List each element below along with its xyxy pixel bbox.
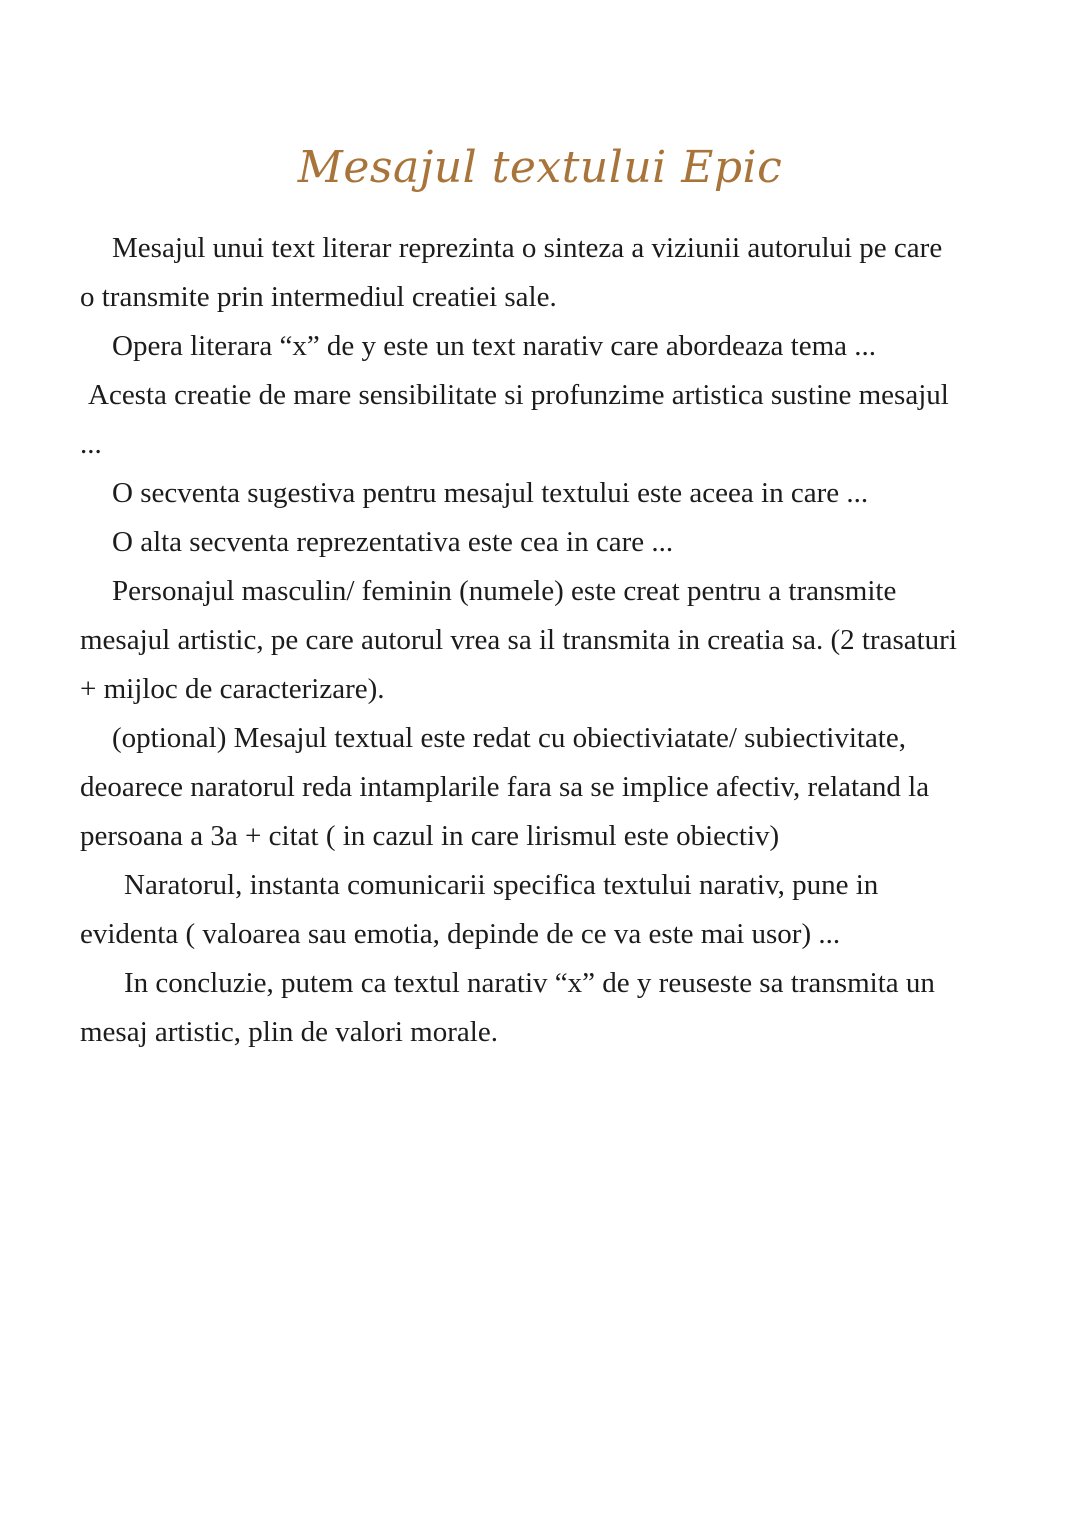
text-line: (optional) Mesajul textual este redat cu obiectiviatate/ subiectivitate, [112,722,906,754]
text-line: deoarece naratorul reda intamplarile fara sa se implice afectiv, relatand la [80,771,930,803]
text-line: O alta secventa reprezentativa este cea in care ... [112,526,674,558]
text-line: Mesajul unui text literar reprezinta o sinteza a viziunii autorului pe care [112,232,943,264]
text-line: Naratorul, instanta comunicarii specifica textului narativ, pune in [124,869,879,901]
text-line: O secventa sugestiva pentru mesajul textului este aceea in care ... [112,477,869,509]
text-line: Opera literara “x” de y este un text narativ care abordeaza tema ... [112,330,877,362]
text-line: ... [80,428,102,460]
text-line: Personajul masculin/ feminin (numele) este creat pentru a transmite [112,575,897,607]
text-line: o transmite prin intermediul creatiei sale. [80,281,557,313]
text-line: + mijloc de caracterizare). [80,673,385,705]
text-line: mesaj artistic, plin de valori morale. [80,1016,498,1048]
text-line: In concluzie, putem ca textul narativ “x” de y reuseste sa transmita un [124,967,935,999]
page-title: Mesajul textului Epic [297,142,783,193]
text-line: persoana a 3a + citat ( in cazul in care lirismul este obiectiv) [80,820,780,852]
text-line: evidenta ( valoarea sau emotia, depinde de ce va este mai usor) ... [80,918,841,950]
text-line: Acesta creatie de mare sensibilitate si profunzime artistica sustine mesajul [88,379,949,411]
text-line: mesajul artistic, pe care autorul vrea sa il transmita in creatia sa. (2 trasaturi [80,624,957,656]
